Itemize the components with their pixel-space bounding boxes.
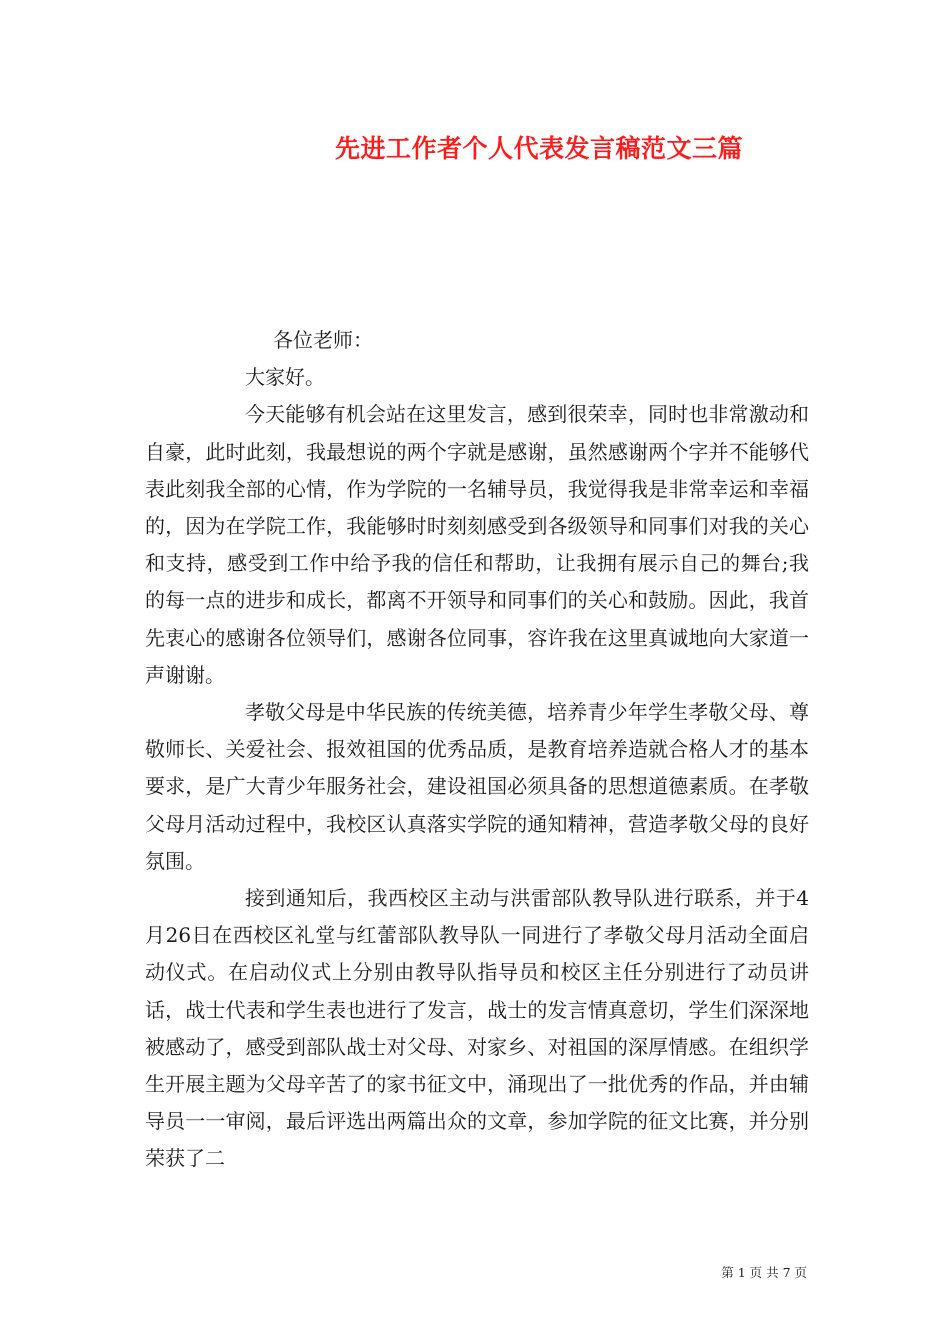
page-number-footer: 第 1 页 共 7 页 <box>721 1265 807 1280</box>
greeting-line: 各位老师： <box>273 328 373 352</box>
paragraph-1: 今天能够有机会站在这里发言，感到很荣幸，同时也非常激动和自豪，此时此刻，我最想说的两个字就是感谢，虽然感谢两个字并不能够代表此刻我全部的心情，作为学院的一名辅导员，我觉得我是非常幸运和幸福的，因为在学院工作，我能够时时刻刻感受到各级领导和同事们对我的关心和支持，感受到工作中给予我的信任和帮助，让我拥有展示自己的舞台;我的每一点的进步和成长，都离不开领导和同事们的关心和鼓励。因此，我首先衷心的感谢各位领导们，感谢各位同事，容许我在这里真诚地向大家道一声谢谢。 <box>145 402 809 687</box>
paragraph-2: 孝敬父母是中华民族的传统美德，培养青少年学生孝敬父母、尊敬师长、关爱社会、报效祖国的优秀品质，是教育培养造就合格人才的基本要求，是广大青少年服务社会，建设祖国必须具备的思想道德素质。在孝敬父母月活动过程中，我校区认真落实学院的通知精神，营造孝敬父母的良好氛围。 <box>145 700 809 873</box>
paragraph-3: 接到通知后，我西校区主动与洪雷部队教导队进行联系，并于4月26日在西校区礼堂与红蕾部队教导队一同进行了孝敬父母月活动全面启动仪式。在启动仪式上分别由教导队指导员和校区主任分别进行了动员讲话，战士代表和学生表也进行了发言，战士的发言情真意切，学生们深深地被感动了，感受到部队战士对父母、对家乡、对祖国的深厚情感。在组织学生开展主题为父母辛苦了的家书征文中，涌现出了一批优秀的作品，并由辅导员一一审阅，最后评选出两篇出众的文章，参加学院的征文比赛，并分别荣获了二 <box>145 886 809 1171</box>
hello-line: 大家好。 <box>245 365 325 390</box>
document-title: 先进工作者个人代表发言稿范文三篇 <box>334 134 743 163</box>
document-body <box>145 322 809 1178</box>
